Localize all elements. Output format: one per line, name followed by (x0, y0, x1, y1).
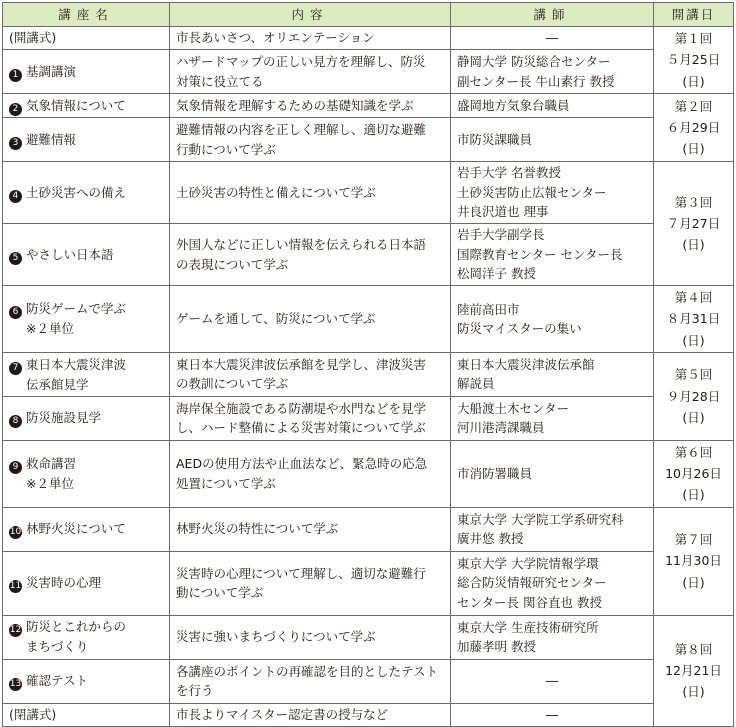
table-row (3, 162, 734, 224)
header-date: 開講日 (654, 3, 734, 27)
table-row (3, 551, 734, 615)
content-cell: 林野火災の特性について学ぶ (170, 507, 451, 551)
session-date-cell: 第６回 10月26日(日) (654, 440, 734, 507)
content-cell: 土砂災害の特性と備えについて学ぶ (170, 162, 451, 224)
course-number-badge: 5 (9, 252, 22, 265)
course-number-badge: 2 (9, 103, 22, 116)
content-cell: ハザードマップの正しい見方を理解し、防災 対策に役立てる (170, 50, 451, 94)
course-name: 避難情報 (26, 131, 77, 147)
course-name: やさしい日本語 (26, 246, 114, 262)
course-number-badge: 7 (9, 362, 22, 375)
content-cell: 災害に強いまちづくりについて学ぶ (170, 615, 451, 659)
header-lecturer: 講師 (451, 3, 654, 27)
course-name: 基調講演 (26, 63, 77, 79)
course-number-badge: 6 (9, 306, 22, 319)
content-cell: ゲームを通して、防災について学ぶ (170, 286, 451, 353)
course-name: 土砂災害への備え (26, 184, 127, 200)
course-number-badge: 8 (9, 415, 22, 428)
course-name-cell (3, 440, 170, 507)
lecturer-cell: 陸前高田市 防災マイスターの集い (451, 286, 654, 353)
course-name-note: まちづくり (26, 639, 89, 655)
table-row (3, 507, 734, 551)
course-name: 東日本大震災津波 (26, 356, 127, 372)
course-name-cell (3, 162, 170, 224)
lecturer-cell: 大船渡土木センター 河川港湾課職員 (451, 396, 654, 440)
table-row (3, 224, 734, 286)
course-name-cell (3, 396, 170, 440)
lecturer-cell: 東日本大震災津波伝承館 解説員 (451, 352, 654, 396)
course-name-cell (3, 507, 170, 551)
lecturer-cell: ― (451, 703, 654, 726)
header-row (3, 3, 734, 27)
course-name: 災害時の心理 (26, 575, 102, 590)
course-number-badge: 12 (9, 625, 22, 636)
table-row (3, 286, 734, 353)
course-number-badge: 13 (9, 679, 22, 689)
lecturer-cell: ― (451, 27, 654, 50)
course-name-cell (3, 659, 170, 703)
course-number-badge: 1 (9, 69, 22, 82)
course-number-badge: 10 (9, 527, 22, 537)
course-number-badge: 3 (9, 137, 22, 150)
course-name: (閉講式) (9, 706, 57, 722)
course-name: 防災ゲームで学ぶ (26, 301, 127, 317)
lecturer-cell: 市防災課職員 (451, 118, 654, 162)
course-name: 気象情報について (26, 97, 126, 113)
table-row (3, 615, 734, 659)
course-name-cell (3, 352, 170, 396)
session-date-cell: 第４回 ８月31日(日) (654, 286, 734, 353)
course-name-cell (3, 551, 170, 615)
session-date-cell: 第１回 ５月25日(日) (654, 27, 734, 94)
table-row (3, 703, 734, 726)
content-cell: 東日本大震災津波伝承館を見学し、津波災害 の教訓について学ぶ (170, 352, 451, 396)
table-row (3, 440, 734, 507)
course-schedule-table (2, 2, 734, 727)
table-row (3, 50, 734, 94)
course-name: 防災施設見学 (26, 410, 102, 426)
course-name: 確認テスト (26, 673, 89, 688)
lecturer-cell: 盛岡地方気象台職員 (451, 94, 654, 118)
course-name: 林野火災について (26, 521, 126, 536)
header-content: 内容 (170, 3, 451, 27)
course-name-cell (3, 94, 170, 118)
course-name: (開講式) (9, 30, 57, 46)
content-cell: 市長あいさつ、オリエンテーション (170, 27, 451, 50)
course-name-note: 伝承館見学 (26, 376, 89, 392)
table-row (3, 118, 734, 162)
course-number-badge: 4 (9, 190, 22, 203)
table-row (3, 27, 734, 50)
session-date-cell: 第３回 ７月27日(日) (654, 162, 734, 286)
content-cell: AEDの使用方法や止血法など、緊急時の応急 処置について学ぶ (170, 440, 451, 507)
session-date-cell: 第５回 ９月28日(日) (654, 352, 734, 440)
content-cell: 海岸保全施設である防潮堤や水門などを見学 し、ハード整備による災害対策について学ぶ (170, 396, 451, 440)
table-row (3, 94, 734, 118)
session-date-cell: 第２回 ６月29日(日) (654, 94, 734, 162)
lecturer-cell: ― (451, 659, 654, 703)
session-date-cell: 第７回 11月30日(日) (654, 507, 734, 615)
header-course-name: 講座名 (3, 3, 170, 27)
lecturer-cell: 岩手大学 名誉教授 土砂災害防止広報センター 井良沢道也 理事 (451, 162, 654, 224)
course-name-cell (3, 27, 170, 50)
course-name-cell (3, 286, 170, 353)
content-cell: 避難情報の内容を正しく理解し、適切な避難 行動について学ぶ (170, 118, 451, 162)
lecturer-cell: 東京大学 生産技術研究所 加藤孝明 教授 (451, 615, 654, 659)
course-name-note: ※２単位 (26, 321, 74, 337)
lecturer-cell: 市消防署職員 (451, 440, 654, 507)
content-cell: 気象情報を理解するための基礎知識を学ぶ (170, 94, 451, 118)
course-name: 救命講習 (26, 455, 77, 471)
lecturer-cell: 岩手大学副学長 国際教育センター センター長 松岡洋子 教授 (451, 224, 654, 286)
course-number-badge: 9 (9, 461, 22, 474)
course-name: 防災とこれからの (26, 619, 127, 635)
table-row (3, 352, 734, 396)
course-number-badge: 11 (9, 581, 22, 591)
content-cell: 市長よりマイスター認定書の授与など (170, 703, 451, 726)
content-cell: 災害時の心理について理解し、適切な避難行 動について学ぶ (170, 551, 451, 615)
session-date-cell: 第８回 12月21日(日) (654, 615, 734, 726)
table-row (3, 396, 734, 440)
course-name-note: ※２単位 (26, 475, 74, 491)
course-name-cell (3, 50, 170, 94)
lecturer-cell: 静岡大学 防災総合センター 副センター長 牛山素行 教授 (451, 50, 654, 94)
course-name-cell (3, 118, 170, 162)
content-cell: 外国人などに正しい情報を伝えられる日本語 の表現について学ぶ (170, 224, 451, 286)
course-name-cell (3, 224, 170, 286)
lecturer-cell: 東京大学 大学院工学系研究科 廣井悠 教授 (451, 507, 654, 551)
lecturer-cell: 東京大学 大学院情報学環 総合防災情報研究センター センター長 関谷直也 教授 (451, 551, 654, 615)
course-name-cell (3, 615, 170, 659)
content-cell: 各講座のポイントの再確認を目的としたテスト を行う (170, 659, 451, 703)
table-row (3, 659, 734, 703)
course-name-cell (3, 703, 170, 726)
